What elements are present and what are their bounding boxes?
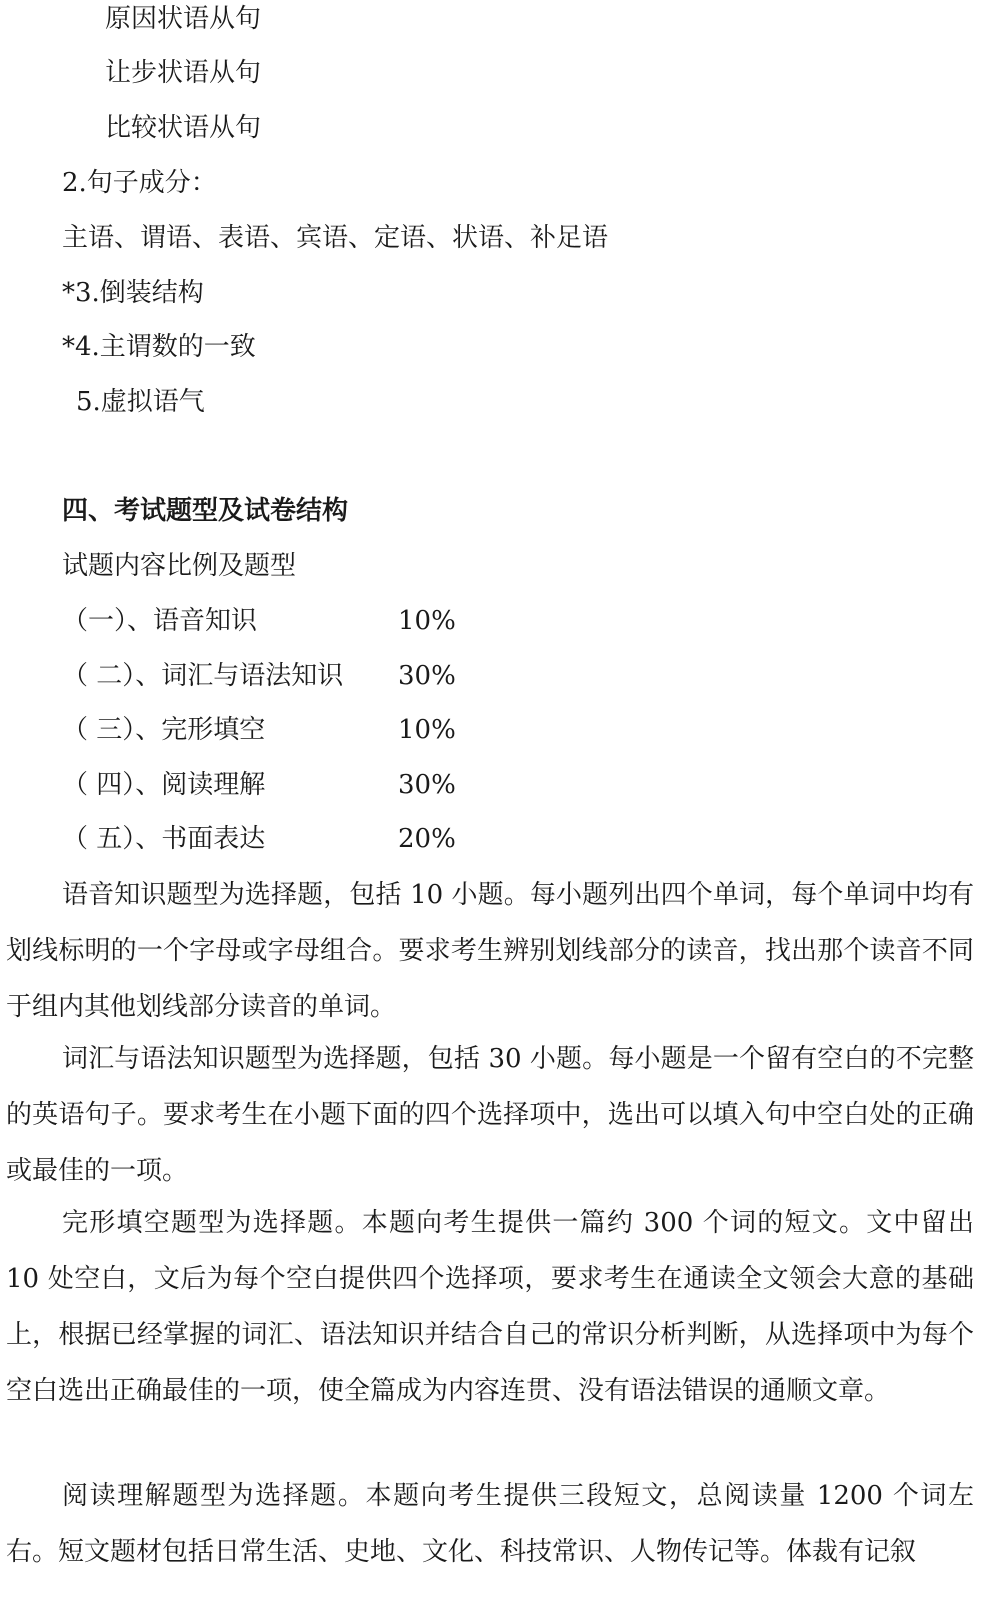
sentence-components-heading: 2.句子成分： [62,168,217,198]
paragraph-vocabulary: 词汇与语法知识题型为选择题，包括 30 小题。每小题是一个留有空白的不完整的英语句子。要求考生在小题下面的四个选择项中，选出可以填入句中空白处的正确或最佳的一项。 [6,1044,974,1186]
section-subtitle: 试题内容比例及题型 [62,551,297,581]
ratio-name: （ 五）、书面表达 [62,824,266,854]
paragraph-reading: 阅读理解题型为选择题。本题向考生提供三段短文，总阅读量 1200 个词左右。短文题材包括日常生活、史地、文化、科技常识、人物传记等。体裁有记叙 [6,1481,974,1567]
sentence-components-list: 主语、谓语、表语、宾语、定语、状语、补足语 [62,223,609,253]
ratio-percent: 20% [398,824,456,854]
ratio-row [62,822,456,856]
topic-item: *3.倒装结构 [62,278,204,308]
paragraph-cloze: 完形填空题型为选择题。本题向考生提供一篇约 300 个词的短文。文中留出 10 处空白，文后为每个空白提供四个选择项，要求考生在通读全文领会大意的基础上，根据已经掌握的词汇、语法知识并结合自己的常识分析判断，从选择项中为每个空白选出正确最佳的一项，使全篇成为内容连贯、没有语法错误的通顺文章。 [6,1208,974,1406]
paragraph-phonetics: 语音知识题型为选择题，包括 10 小题。每小题列出四个单词，每个单词中均有划线标明的一个字母或字母组合。要求考生辨别划线部分的读音，找出那个读音不同于组内其他划线部分读音的单词。 [6,880,974,1022]
ratio-percent: 30% [398,770,456,800]
ratio-name: （一）、语音知识 [62,606,258,636]
topic-item: *4.主谓数的一致 [62,332,256,362]
ratio-row [62,604,456,638]
ratio-row [62,659,456,693]
ratio-percent: 10% [398,715,456,745]
clause-item: 让步状语从句 [105,58,262,88]
section-title: 四、考试题型及试卷结构 [62,496,349,526]
ratio-row [62,768,456,802]
ratio-row [62,713,456,747]
ratio-name: （ 四）、阅读理解 [62,770,266,800]
ratio-percent: 10% [398,606,456,636]
ratio-name: （ 三）、完形填空 [62,715,266,745]
topic-item: 5.虚拟语气 [76,387,205,417]
ratio-name: （ 二）、词汇与语法知识 [62,661,344,691]
clause-item: 原因状语从句 [105,4,262,34]
ratio-percent: 30% [398,661,456,691]
clause-item: 比较状语从句 [105,113,262,143]
